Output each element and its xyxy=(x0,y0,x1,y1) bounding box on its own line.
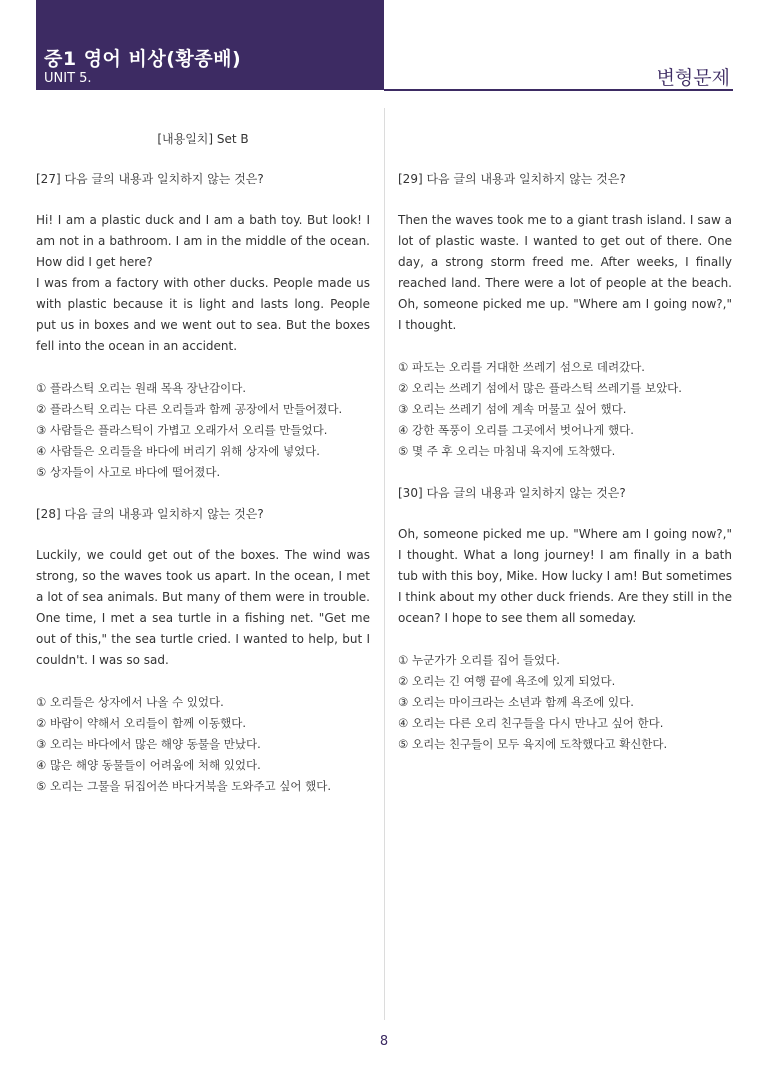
choice-item: ⑤ 몇 주 후 오리는 마침내 육지에 도착했다. xyxy=(398,444,616,458)
choice-item: ④ 많은 해양 동물들이 어려움에 처해 있었다. xyxy=(36,758,261,772)
question-27-passage-1: Hi! I am a plastic duck and I am a bath toy. But look! I am not in a bathroom. I am in the middle of the ocean. How did I get here? xyxy=(36,213,370,269)
question-28-passage: Luckily, we could get out of the boxes. The wind was strong, so the waves took us apart. In the ocean, I met a lot of sea animals. But many of them were in trouble. One time, I met a sea turtle in a fishing net. "Get me out of this," the sea turtle cried. I wanted to help, but I couldn't. I was so sad. xyxy=(36,548,370,667)
column-divider xyxy=(384,108,385,1020)
section-badge: 변형문제 xyxy=(656,67,730,89)
choice-item: ③ 오리는 마이크라는 소년과 함께 욕조에 있다. xyxy=(398,695,634,709)
choice-item: ④ 오리는 다른 오리 친구들을 다시 만나고 싶어 한다. xyxy=(398,716,664,730)
choice-item: ① 오리들은 상자에서 나올 수 있었다. xyxy=(36,695,224,709)
question-30-passage: Oh, someone picked me up. "Where am I going now?," I thought. What a long journey! I am finally in a bath tub with this boy, Mike. How lucky I am! But sometimes I think about my other duck friends. Are they still in the ocean? I hope to see them all someday. xyxy=(398,527,733,625)
choice-item: ⑤ 오리는 친구들이 모두 육지에 도착했다고 확신한다. xyxy=(398,737,668,751)
choice-item: ⑤ 오리는 그물을 뒤집어쓴 바다거북을 도와주고 싶어 했다. xyxy=(36,779,332,793)
question-30-title: [30] 다음 글의 내용과 일치하지 않는 것은? xyxy=(398,486,626,500)
choice-item: ② 오리는 긴 여행 끝에 욕조에 있게 되었다. xyxy=(398,674,616,688)
question-29-title: [29] 다음 글의 내용과 일치하지 않는 것은? xyxy=(398,172,626,186)
choice-item: ② 바람이 약해서 오리들이 함께 이동했다. xyxy=(36,716,246,730)
question-28-choices xyxy=(36,692,370,797)
choice-item: ① 플라스틱 오리는 원래 목욕 장난감이다. xyxy=(36,381,246,395)
choice-item: ③ 오리는 바다에서 많은 해양 동물을 만났다. xyxy=(36,737,261,751)
document-title: 중1 영어 비상(황종배) xyxy=(44,48,242,70)
choice-item: ① 파도는 오리를 거대한 쓰레기 섬으로 데려갔다. xyxy=(398,360,645,374)
set-title: [내용일치] Set B xyxy=(157,132,249,146)
choice-item: ③ 오리는 쓰레기 섬에 계속 머물고 싶어 했다. xyxy=(398,402,627,416)
question-27-passage-2: I was from a factory with other ducks. People made us with plastic because it is light and lasts long. People put us in boxes and we went out to sea. But the boxes fell into the ocean in an accident. xyxy=(36,276,370,353)
choice-item: ④ 강한 폭풍이 오리를 그곳에서 벗어나게 했다. xyxy=(398,423,634,437)
choice-item: ③ 사람들은 플라스틱이 가볍고 오래가서 오리를 만들었다. xyxy=(36,423,328,437)
question-29-choices xyxy=(398,357,732,462)
question-27-choices xyxy=(36,378,370,483)
question-29-passage: Then the waves took me to a giant trash island. I saw a lot of plastic waste. I wanted to get out of there. One day, a strong storm freed me. After weeks, I finally reached land. There were a lot of people at the beach. Oh, someone picked me up. "Where am I going now?," I thought. xyxy=(398,213,732,332)
choice-item: ⑤ 상자들이 사고로 바다에 떨어졌다. xyxy=(36,465,221,479)
unit-label: UNIT 5. xyxy=(44,71,92,86)
page-number: 8 xyxy=(379,1034,389,1049)
left-column xyxy=(36,130,370,797)
question-28-title: [28] 다음 글의 내용과 일치하지 않는 것은? xyxy=(36,507,264,521)
choice-item: ① 누군가가 오리를 집어 들었다. xyxy=(398,653,560,667)
choice-item: ④ 사람들은 오리들을 바다에 버리기 위해 상자에 넣었다. xyxy=(36,444,320,458)
question-27-title: [27] 다음 글의 내용과 일치하지 않는 것은? xyxy=(36,172,264,186)
choice-item: ② 플라스틱 오리는 다른 오리들과 함께 공장에서 만들어졌다. xyxy=(36,402,343,416)
question-30-choices xyxy=(398,650,732,755)
right-column xyxy=(398,130,732,755)
choice-item: ② 오리는 쓰레기 섬에서 많은 플라스틱 쓰레기를 보았다. xyxy=(398,381,682,395)
